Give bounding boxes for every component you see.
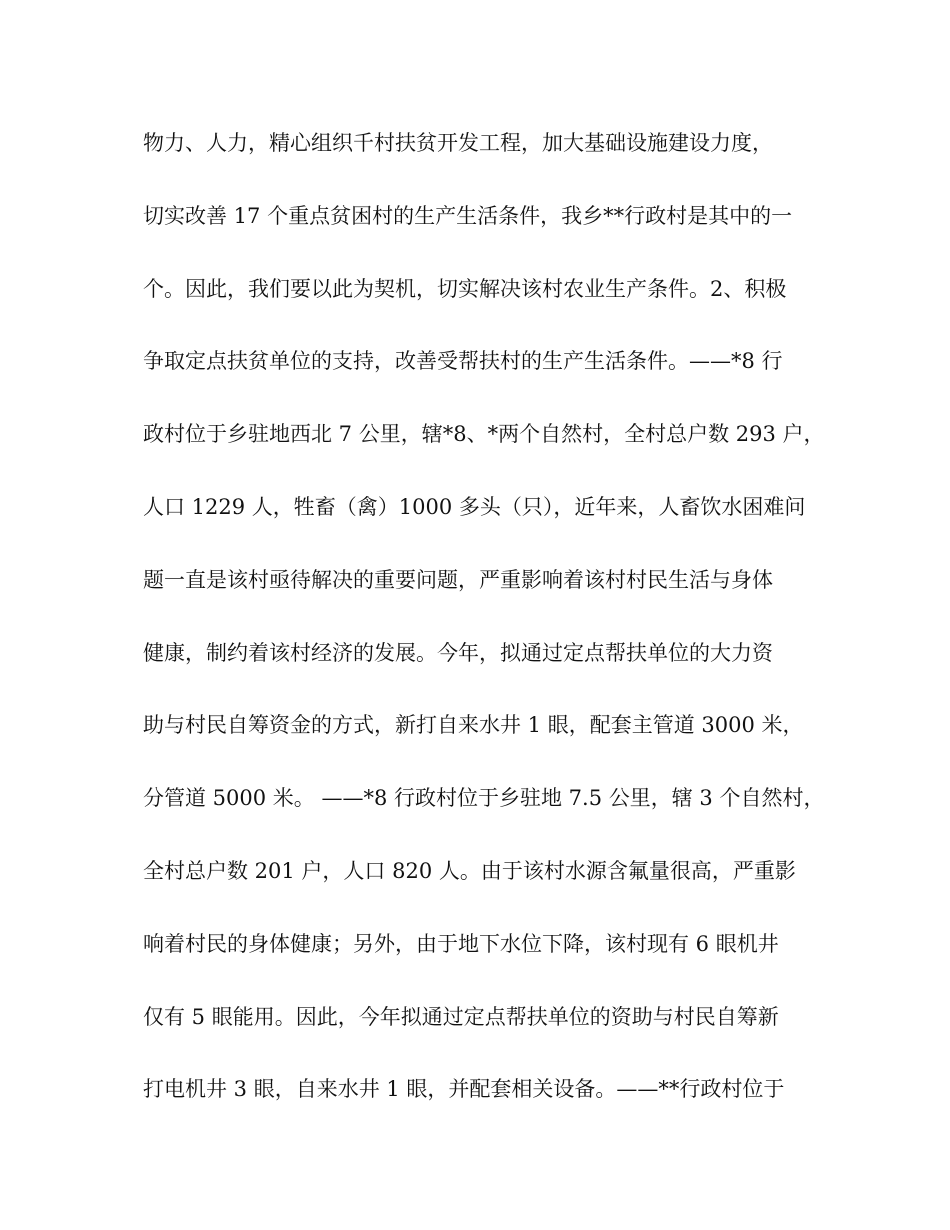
text-line: 个。因此，我们要以此为契机，切实解决该村农业生产条件。2、积极 (143, 276, 787, 301)
text-line: 打电机井 3 眼，自来水井 1 眼，并配套相关设备。——**行政村位于 (143, 1077, 785, 1102)
body-text (143, 122, 823, 1141)
text-line: 响着村民的身体健康；另外，由于地下水位下降，该村现有 6 眼机井 (143, 931, 779, 956)
text-line: 分管道 5000 米。 ——*8 行政村位于乡驻地 7.5 公里，辖 3 个自然村， (143, 786, 825, 811)
text-line: 政村位于乡驻地西北 7 公里，辖*8、*两个自然村，全村总户数 293 户， (143, 422, 825, 447)
text-line: 人口 1229 人，牲畜（禽）1000 多头（只），近年来，人畜饮水困难问 (143, 494, 806, 519)
text-line: 助与村民自筹资金的方式，新打自来水井 1 眼，配套主管道 3000 米， (143, 713, 804, 738)
text-line: 仅有 5 眼能用。因此，今年拟通过定点帮扶单位的资助与村民自筹新 (143, 1004, 779, 1029)
text-line: 全村总户数 201 户，人口 820 人。由于该村水源含氟量很高，严重影 (143, 858, 796, 883)
text-line: 争取定点扶贫单位的支持，改善受帮扶村的生产生活条件。——*8 行 (143, 349, 783, 374)
text-line: 健康，制约着该村经济的发展。今年，拟通过定点帮扶单位的大力资 (143, 640, 773, 665)
text-line: 切实改善 17 个重点贫困村的生产生活条件，我乡**行政村是其中的一 (143, 203, 793, 228)
text-line: 题一直是该村亟待解决的重要问题，严重影响着该村村民生活与身体 (143, 567, 773, 592)
text-line: 物力、人力，精心组织千村扶贫开发工程，加大基础设施建设力度， (143, 131, 773, 155)
